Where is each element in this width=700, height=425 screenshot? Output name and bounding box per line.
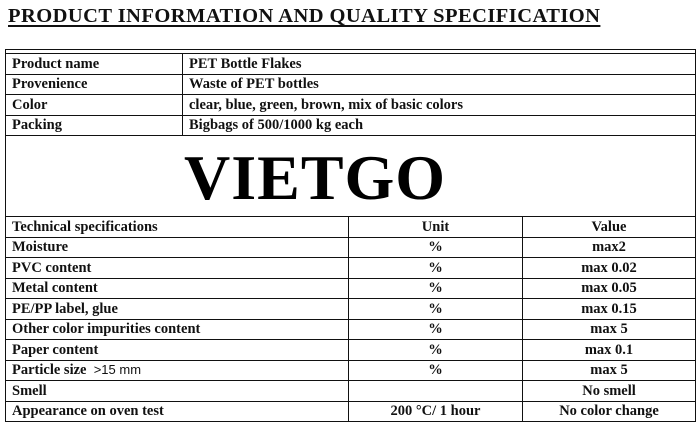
spec-unit: 200 °C/ 1 hour (349, 401, 523, 422)
spec-name: Particle size (12, 362, 87, 379)
spec-name: Metal content (6, 278, 349, 299)
info-row-provenience (6, 74, 696, 95)
spec-unit: % (349, 340, 523, 361)
spec-unit: % (349, 258, 523, 279)
spec-name-suffix: >15 mm (93, 362, 142, 378)
spec-value: No smell (523, 381, 696, 402)
spec-row-metal (6, 278, 696, 299)
spec-header-row (6, 217, 696, 238)
spec-header-unit: Unit (349, 217, 523, 238)
spec-value: max 0.05 (523, 278, 696, 299)
info-value: clear, blue, green, brown, mix of basic colors (183, 95, 696, 116)
spec-name: Smell (6, 381, 349, 402)
spec-unit: % (349, 237, 523, 258)
spec-unit (349, 381, 523, 402)
spec-row-smell (6, 381, 696, 402)
spec-header-value: Value (523, 217, 696, 238)
document-title: PRODUCT INFORMATION AND QUALITY SPECIFICATION (8, 5, 601, 27)
spec-value: No color change (523, 401, 696, 422)
info-label: Product name (6, 54, 183, 75)
info-label: Color (6, 95, 183, 116)
spec-name: Appearance on oven test (6, 401, 349, 422)
spec-row-pvc (6, 258, 696, 279)
spec-name: PVC content (6, 258, 349, 279)
info-row-product-name (6, 54, 696, 75)
spec-row-moisture (6, 237, 696, 258)
spec-value: max 5 (523, 360, 696, 381)
info-row-packing (6, 115, 696, 136)
spec-name: Moisture (6, 237, 349, 258)
spec-row-label-glue (6, 299, 696, 320)
info-value: PET Bottle Flakes (183, 54, 696, 75)
spec-name: Paper content (6, 340, 349, 361)
vietgo-logo: VIETGO (184, 142, 447, 213)
specification-table (5, 49, 696, 422)
spec-value: max 5 (523, 319, 696, 340)
logo-row (6, 136, 696, 217)
info-label: Provenience (6, 74, 183, 95)
spec-name: PE/PP label, glue (6, 299, 349, 320)
spec-value: max 0.15 (523, 299, 696, 320)
info-label: Packing (6, 115, 183, 136)
spec-value: max 0.02 (523, 258, 696, 279)
spec-row-color-impurities (6, 319, 696, 340)
spec-value: max 0.1 (523, 340, 696, 361)
info-value: Waste of PET bottles (183, 74, 696, 95)
spec-row-oven-test (6, 401, 696, 422)
spec-value: max2 (523, 237, 696, 258)
spec-row-particle-size (6, 360, 696, 381)
info-value: Bigbags of 500/1000 kg each (183, 115, 696, 136)
spec-unit: % (349, 360, 523, 381)
spec-unit: % (349, 319, 523, 340)
spec-row-paper (6, 340, 696, 361)
spec-name-cell (6, 360, 349, 381)
logo-cell (6, 136, 696, 217)
info-row-color (6, 95, 696, 116)
spec-unit: % (349, 278, 523, 299)
spec-header-name: Technical specifications (6, 217, 349, 238)
spec-name: Other color impurities content (6, 319, 349, 340)
spec-unit: % (349, 299, 523, 320)
